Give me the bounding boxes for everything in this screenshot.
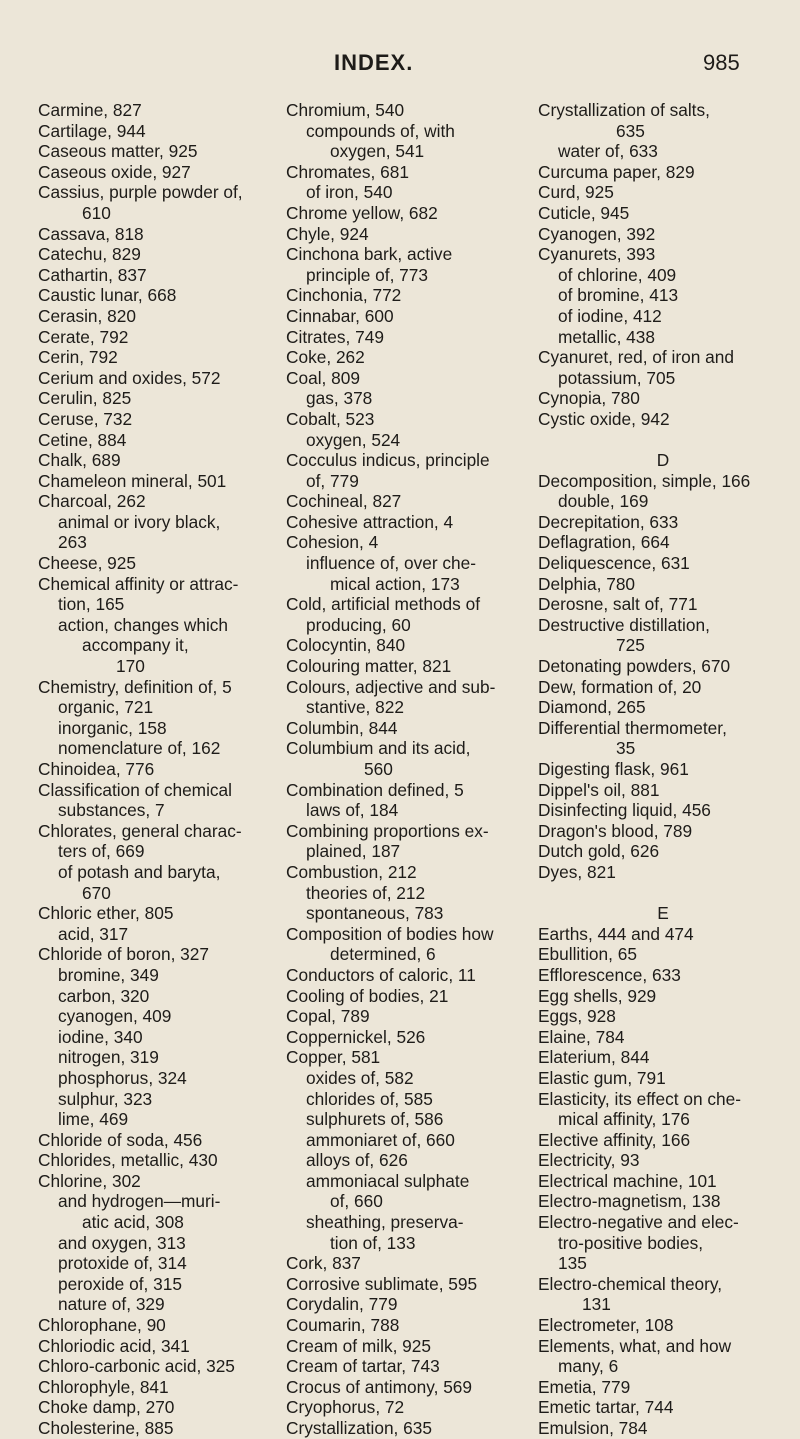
index-subentry: lime, 469 (58, 1109, 129, 1130)
index-entry: Elaine, 784 (538, 1026, 625, 1047)
index-entry: Efflorescence, 633 (538, 964, 681, 985)
index-entry: Cetine, 884 (38, 429, 127, 450)
index-entry: Electrometer, 108 (538, 1315, 674, 1336)
index-entry: Decrepitation, 633 (538, 511, 679, 532)
index-subentry: 263 (58, 532, 87, 553)
index-entry: Crystallization, 635 (286, 1418, 432, 1438)
index-entry: Cassava, 818 (38, 223, 144, 244)
index-column-1 (38, 100, 286, 1439)
index-entry: Cooling of bodies, 21 (286, 985, 449, 1006)
index-entry: Cyanogen, 392 (538, 223, 656, 244)
index-subentry: determined, 6 (330, 944, 436, 965)
index-subentry: carbon, 320 (58, 985, 150, 1006)
index-entry: Colours, adjective and sub- (286, 676, 496, 697)
index-entry: Dutch gold, 626 (538, 841, 660, 862)
index-entry: Cerium and oxides, 572 (38, 367, 221, 388)
index-entry: Cream of milk, 925 (286, 1335, 432, 1356)
index-subentry: tion of, 133 (330, 1232, 416, 1253)
index-subentry: of potash and baryta, (58, 861, 221, 882)
index-entry: Emetia, 779 (538, 1376, 631, 1397)
index-entry: Chlorophane, 90 (38, 1315, 166, 1336)
index-subentry: 670 (82, 882, 111, 903)
index-entry: Caustic lunar, 668 (38, 285, 177, 306)
index-entry: Chinoidea, 776 (38, 759, 155, 779)
index-entry: Combination defined, 5 (286, 779, 464, 800)
index-entry: Cobalt, 523 (286, 408, 375, 429)
index-entry: Curd, 925 (538, 182, 614, 203)
index-subentry: 560 (364, 759, 393, 779)
index-subentry: laws of, 184 (306, 800, 399, 821)
index-subentry: tion, 165 (58, 594, 125, 615)
index-entry: Cohesive attraction, 4 (286, 511, 454, 532)
index-entry: Coke, 262 (286, 347, 365, 368)
index-entry: Cream of tartar, 743 (286, 1356, 440, 1377)
index-subentry: peroxide of, 315 (58, 1273, 182, 1294)
index-entry: Columbin, 844 (286, 717, 398, 738)
index-entry: Corydalin, 779 (286, 1294, 398, 1315)
index-entry: Chloro-carbonic acid, 325 (38, 1356, 235, 1377)
index-subentry: of iodine, 412 (558, 305, 662, 326)
index-entry: Composition of bodies how (286, 923, 494, 944)
index-entry: Delphia, 780 (538, 573, 636, 594)
index-entry: Coal, 809 (286, 367, 360, 388)
index-entry: Detonating powders, 670 (538, 656, 731, 677)
index-subentry: ammoniaret of, 660 (306, 1129, 455, 1150)
index-subentry: mical action, 173 (330, 573, 460, 594)
index-subentry: water of, 633 (558, 141, 658, 162)
index-entry: Chloriodic acid, 341 (38, 1335, 190, 1356)
index-entry: Electricity, 93 (538, 1150, 640, 1171)
index-entry: Cinnabar, 600 (286, 305, 394, 326)
index-subentry: inorganic, 158 (58, 717, 167, 738)
index-entry: Chyle, 924 (286, 223, 369, 244)
index-entry: Colocyntin, 840 (286, 635, 406, 656)
index-subentry: influence of, over che- (306, 553, 477, 574)
index-entry: Cerasin, 820 (38, 305, 136, 326)
index-entry: Emulsion, 784 (538, 1418, 648, 1438)
index-entry: Disinfecting liquid, 456 (538, 800, 711, 821)
index-subentry: compounds of, with (306, 120, 455, 141)
index-subentry: 35 (616, 738, 636, 759)
index-subentry: cyanogen, 409 (58, 1006, 172, 1027)
index-entry: Combining proportions ex- (286, 820, 489, 841)
index-column-2 (286, 100, 536, 1439)
index-entry: Coumarin, 788 (286, 1315, 400, 1336)
page-header (0, 50, 800, 80)
index-entry: Cold, artificial methods of (286, 594, 481, 615)
index-subentry: nitrogen, 319 (58, 1047, 159, 1068)
index-subentry: oxides of, 582 (306, 1067, 414, 1088)
index-entry: Choke damp, 270 (38, 1397, 175, 1418)
index-subentry: ammoniacal sulphate (306, 1170, 470, 1191)
index-entry: Chalk, 689 (38, 450, 121, 471)
index-entry: Coppernickel, 526 (286, 1026, 426, 1047)
index-entry: Cheese, 925 (38, 553, 137, 574)
index-subentry: theories of, 212 (306, 882, 426, 903)
index-subentry: sheathing, preserva- (306, 1212, 464, 1233)
index-subentry: gas, 378 (306, 388, 373, 409)
index-subentry: plained, 187 (306, 841, 401, 862)
index-subentry: potassium, 705 (558, 367, 676, 388)
index-entry: Elective affinity, 166 (538, 1129, 691, 1150)
page-title: INDEX. (334, 50, 414, 75)
index-entry: Chemistry, definition of, 5 (38, 676, 232, 697)
index-entry: Chromium, 540 (286, 100, 405, 120)
index-subentry: double, 169 (558, 491, 649, 512)
index-entry: Copal, 789 (286, 1006, 370, 1027)
index-entry: Cork, 837 (286, 1253, 361, 1274)
index-entry: Charcoal, 262 (38, 491, 146, 512)
index-entry: Chlorates, general charac- (38, 820, 242, 841)
index-subentry: accompany it, (82, 635, 189, 656)
index-entry: Cyanuret, red, of iron and (538, 347, 734, 368)
index-entry: Cocculus indicus, principle (286, 450, 490, 471)
index-subentry: spontaneous, 783 (306, 903, 444, 924)
index-subentry: iodine, 340 (58, 1026, 143, 1047)
index-entry: Dyes, 821 (538, 861, 616, 882)
index-entry: Electro-magnetism, 138 (538, 1191, 721, 1212)
index-entry: Chrome yellow, 682 (286, 202, 438, 223)
index-subentry: acid, 317 (58, 923, 129, 944)
index-entry: Chlorine, 302 (38, 1170, 141, 1191)
index-entry: Carmine, 827 (38, 100, 142, 120)
index-subentry: of, 660 (330, 1191, 383, 1212)
index-subentry: stantive, 822 (306, 697, 404, 718)
index-entry: Chloric ether, 805 (38, 903, 174, 924)
index-entry: Differential thermometer, (538, 717, 727, 738)
index-entry: Deliquescence, 631 (538, 553, 690, 574)
index-entry: Columbium and its acid, (286, 738, 471, 759)
index-entry: Chemical affinity or attrac- (38, 573, 239, 594)
index-entry: Earths, 444 and 474 (538, 923, 694, 944)
index-entry: Eggs, 928 (538, 1006, 616, 1027)
index-entry: Cuticle, 945 (538, 202, 630, 223)
index-entry: Crystallization of salts, (538, 100, 710, 120)
index-subentry: of chlorine, 409 (558, 264, 677, 285)
index-entry: Caseous matter, 925 (38, 141, 198, 162)
index-entry: Dragon's blood, 789 (538, 820, 693, 841)
index-subentry: substances, 7 (58, 800, 165, 821)
index-entry: Corrosive sublimate, 595 (286, 1273, 478, 1294)
index-subentry: many, 6 (558, 1356, 619, 1377)
index-subentry: animal or ivory black, (58, 511, 221, 532)
index-entry: Dippel's oil, 881 (538, 779, 660, 800)
index-entry (538, 883, 788, 904)
index-entry: Caseous oxide, 927 (38, 161, 191, 182)
index-subentry: organic, 721 (58, 697, 154, 718)
index-entry: Curcuma paper, 829 (538, 161, 695, 182)
index-entry: Elasticity, its effect on che- (538, 1088, 741, 1109)
index-column-3 (538, 100, 788, 1439)
index-entry: Chloride of boron, 327 (38, 944, 210, 965)
index-entry: Cassius, purple powder of, (38, 182, 243, 203)
index-subentry: of iron, 540 (306, 182, 393, 203)
index-entry: Cerin, 792 (38, 347, 118, 368)
index-entry: Electrical machine, 101 (538, 1170, 717, 1191)
index-subentry: producing, 60 (306, 614, 411, 635)
index-subentry: 170 (116, 656, 145, 677)
index-subentry: of bromine, 413 (558, 285, 679, 306)
index-subentry: alloys of, 626 (306, 1150, 408, 1171)
index-entry: Copper, 581 (286, 1047, 381, 1068)
index-subentry: mical affinity, 176 (558, 1109, 690, 1130)
index-entry: Cynopia, 780 (538, 388, 640, 409)
index-entry (538, 430, 788, 451)
index-subentry: 131 (582, 1294, 611, 1315)
index-entry: Cathartin, 837 (38, 264, 147, 285)
index-entry: Electro-chemical theory, (538, 1273, 723, 1294)
index-entry: Chameleon mineral, 501 (38, 470, 227, 491)
index-subentry: atic acid, 308 (82, 1212, 184, 1233)
index-entry: Cochineal, 827 (286, 491, 402, 512)
index-entry: Emetic tartar, 744 (538, 1397, 674, 1418)
index-entry: Egg shells, 929 (538, 985, 657, 1006)
index-entry: Chlorides, metallic, 430 (38, 1150, 218, 1171)
index-subentry: bromine, 349 (58, 964, 159, 985)
index-subentry: protoxide of, 314 (58, 1253, 187, 1274)
index-subentry: sulphur, 323 (58, 1088, 153, 1109)
index-entry: Cohesion, 4 (286, 532, 379, 553)
index-entry: Chloride of soda, 456 (38, 1129, 203, 1150)
index-entry: Cinchona bark, active (286, 244, 453, 265)
index-entry: Diamond, 265 (538, 697, 646, 718)
index-entry: Ceruse, 732 (38, 408, 133, 429)
index-entry: Dew, formation of, 20 (538, 676, 702, 697)
index-entry: Colouring matter, 821 (286, 656, 452, 677)
index-entry: Elaterium, 844 (538, 1047, 650, 1068)
index-subentry: oxygen, 524 (306, 429, 401, 450)
index-entry: Chromates, 681 (286, 161, 409, 182)
index-entry: Cyanurets, 393 (538, 244, 656, 265)
index-entry: Conductors of caloric, 11 (286, 964, 476, 985)
index-subentry: principle of, 773 (306, 264, 429, 285)
index-entry: Deflagration, 664 (538, 532, 670, 553)
index-entry: Chlorophyle, 841 (38, 1376, 169, 1397)
index-subentry: oxygen, 541 (330, 141, 425, 162)
section-letter: D (656, 450, 670, 471)
index-entry: Digesting flask, 961 (538, 759, 689, 779)
index-entry: Citrates, 749 (286, 326, 384, 347)
index-entry: Cryophorus, 72 (286, 1397, 405, 1418)
index-entry: Cholesterine, 885 (38, 1418, 174, 1438)
index-entry: Cystic oxide, 942 (538, 408, 670, 429)
index-entry: Decomposition, simple, 166 (538, 470, 751, 491)
index-subentry: metallic, 438 (558, 326, 656, 347)
index-entry: Ebullition, 65 (538, 944, 637, 965)
index-subentry: action, changes which (58, 614, 229, 635)
index-entry: Cinchonia, 772 (286, 285, 402, 306)
index-subentry: 635 (616, 120, 645, 141)
section-letter: E (657, 903, 669, 924)
index-subentry: tro-positive bodies, (558, 1232, 704, 1253)
index-entry: Destructive distillation, (538, 614, 710, 635)
index-subentry: sulphurets of, 586 (306, 1109, 444, 1130)
index-entry: Crocus of antimony, 569 (286, 1376, 473, 1397)
index-entry: Cerate, 792 (38, 326, 129, 347)
index-entry: Derosne, salt of, 771 (538, 594, 698, 615)
index-subentry: and oxygen, 313 (58, 1232, 186, 1253)
index-subentry: 135 (558, 1253, 587, 1274)
index-entry: Classification of chemical (38, 779, 233, 800)
index-entry: Elastic gum, 791 (538, 1067, 666, 1088)
index-subentry: and hydrogen—muri- (58, 1191, 221, 1212)
page-number: 985 (703, 50, 740, 75)
index-entry: Catechu, 829 (38, 244, 141, 265)
index-subentry: 610 (82, 202, 111, 223)
index-entry: Electro-negative and elec- (538, 1212, 739, 1233)
index-subentry: nature of, 329 (58, 1294, 165, 1315)
index-entry: Elements, what, and how (538, 1335, 732, 1356)
index-subentry: 725 (616, 635, 645, 656)
index-subentry: of, 779 (306, 470, 359, 491)
index-entry: Cartilage, 944 (38, 120, 146, 141)
index-entry: Cerulin, 825 (38, 388, 132, 409)
index-subentry: chlorides of, 585 (306, 1088, 433, 1109)
index-subentry: phosphorus, 324 (58, 1067, 187, 1088)
index-entry: Combustion, 212 (286, 861, 417, 882)
index-subentry: nomenclature of, 162 (58, 738, 221, 759)
index-subentry: ters of, 669 (58, 841, 145, 862)
